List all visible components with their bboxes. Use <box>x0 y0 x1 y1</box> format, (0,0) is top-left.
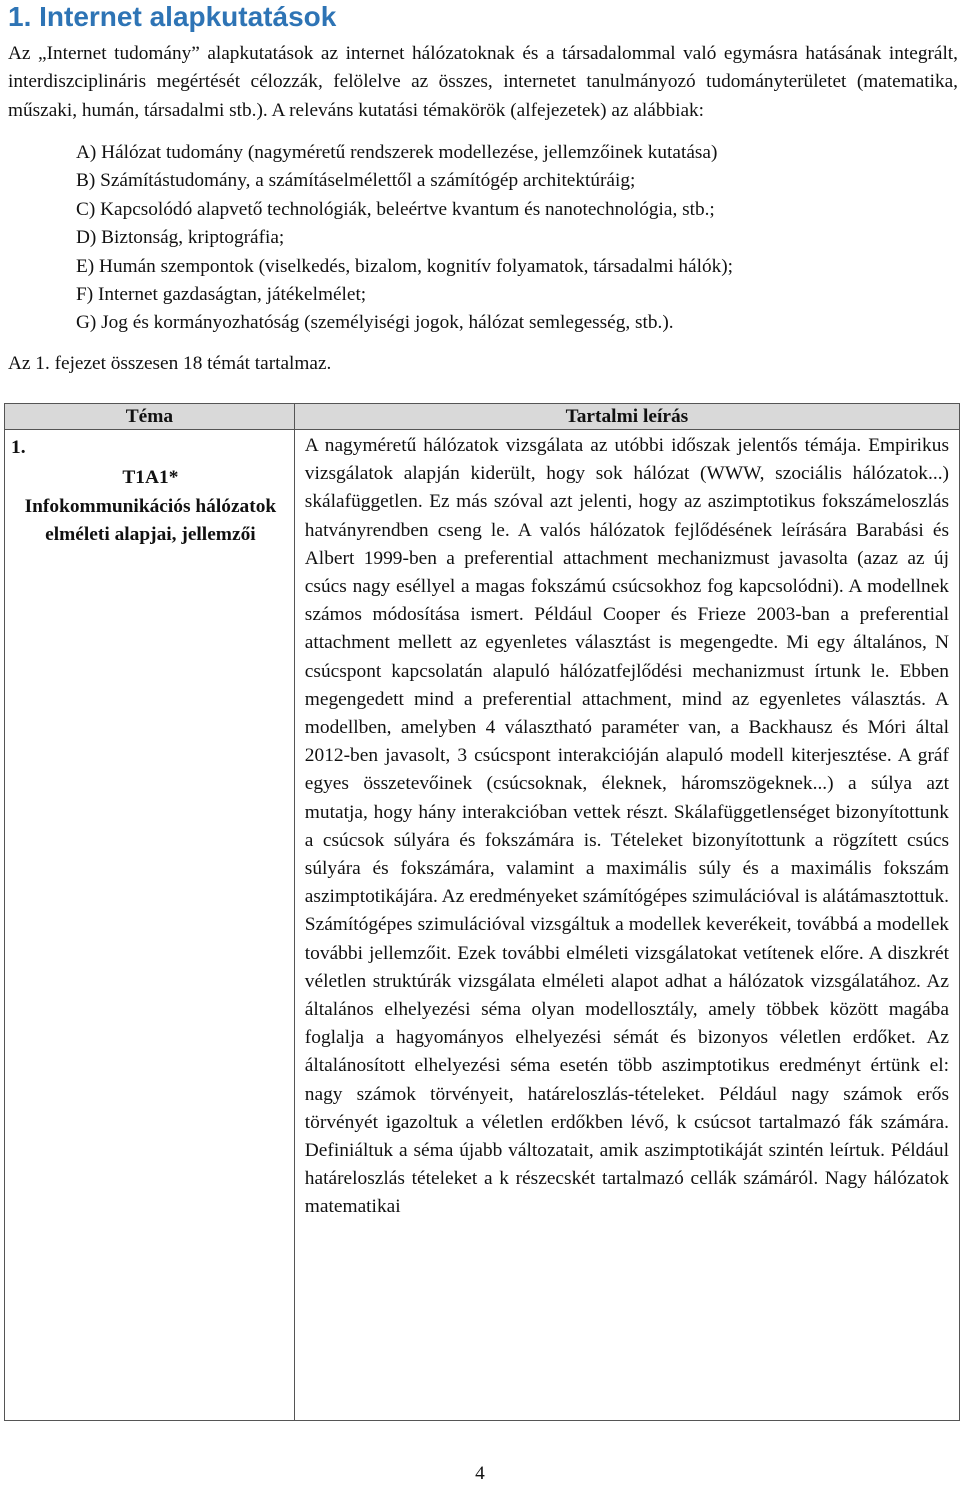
list-item: C) Kapcsolódó alapvető technológiák, beleértve kvantum és nanotechnológia, stb.; <box>76 198 715 220</box>
list-item: E) Humán szempontok (viselkedés, bizalom, kognitív folyamatok, társadalmi hálók); <box>76 255 734 277</box>
list-item: G) Jog és kormányozhatóság (személyiségi jogok, hálózat semlegesség, stb.). <box>76 312 674 334</box>
table-row <box>5 430 960 1421</box>
description-cell <box>294 430 959 1421</box>
column-header-description: Tartalmi leírás <box>294 404 959 430</box>
list-item: A) Hálózat tudomány (nagyméretű rendszerek modellezése, jellemzőinek kutatása) <box>76 141 718 163</box>
list-item: F) Internet gazdaságtan, játékelmélet; <box>76 283 367 305</box>
topic-table <box>4 403 960 1421</box>
topic-description: A nagyméretű hálózatok vizsgálata az utóbbi időszak jelentős témája. Empirikus vizsgálatok alapján kiderült, hogy sok hálózat (WWW, szociális hálózatok...) skálafüggetlen. Ez más szóval azt jelenti, hogy az aszimptotikus fokszámeloszlás hatványrendben cseng le. A valós hálózatok fejlődésének leírására Barabási és Albert 1999-ben a preferential attachment mechanizmust javasolta (azaz az új csúcs nagy eséllyel a magas fokszámú csúcsokhoz fog kapcsolódni). A modellnek számos módosítása ismert. Például Cooper és Frieze 2003-ban a preferential attachment mellett az egyenletes választást is megengedte. Mi egy általános, N csúcspont kapcsolatán alapuló hálózatfejlődési mechanizmust írtunk le. Ebben megengedett mind a preferential attachment, mind az egyenletes választás. A modellben, amelyben 4 választható paraméter van, a Backhausz és Móri által 2012-ben javasolt, 3 csúcspont interakcióján alapuló modell kiterjesztése. A gráf egyes összetevőinek (csúcsoknak, éleknek, háromszögeknek...) a súlya azt mutatja, hogy hány interakcióban vettek részt. Skálafüggetlenséget bizonyítottunk a csúcsok súlyára és fokszámára is. Tételeket bizonyítottunk a rögzített csúcs súlyára és fokszámára, valamint a maximális súly és a maximális fokszám aszimptotikájára. Az eredményeket számítógépes szimulációval is alátámasztottuk. Számítógépes szimulációval vizsgáltuk a modellek keverékeit, továbbá a modellek további jellemzőit. Ezek további elméleti vizsgálatokat vetítenek előre. A diszkrét véletlen struktúrák vizsgálata elméleti alapot adhat a hálózatok vizsgálatához. Az általános elhelyezési séma olyan modellosztály, amely többek között magába foglalja a hagyományos elhelyezési sémát és bizonyos véletlen erdőket. Az általánosított elhelyezési séma esetén több aszimptotikus eredményt értünk el: nagy számok törvényeit, határeloszlás-tételeket. Például nagy számok erős törvényét igazoltuk a véletlen erdőkben lévő, k csúcsot tartalmazó fák számára. Definiáltuk a séma újabb változatait, amik aszimptotikáját szintén leírtuk. Például határeloszlás tételeket a k részecskét tartalmazó cellák számáról. Nagy hálózatok matematikai <box>304 435 949 1218</box>
chapter-summary: Az 1. fejezet összesen 18 témát tartalmaz. <box>8 352 332 374</box>
column-header-topic: Téma <box>5 404 295 430</box>
document-page <box>8 0 958 378</box>
page-number: 4 <box>475 1463 485 1484</box>
table-header-row <box>5 404 960 430</box>
section-heading: 1. Internet alapkutatások <box>8 1 337 32</box>
list-item: B) Számítástudomány, a számításelmélettől a számítógép architektúráig; <box>76 170 636 192</box>
intro-paragraph: Az „Internet tudomány” alapkutatások az internet hálózatoknak és a társadalommal való egymásra hatásának integrált, interdiszciplináris megértését célozzák, felölelve az összes, internetet tanulmányozó tudományterületet (matematika, műszaki, humán, társadalmi stb.). A releváns kutatási témakörök (alfejezetek) az alábbiak: <box>8 43 958 121</box>
topic-title: Infokommunikációs hálózatok elméleti alapjai, jellemzői <box>24 495 277 545</box>
topic-number: 1. <box>11 437 26 458</box>
topic-cell <box>5 430 295 1421</box>
topic-list <box>8 139 958 338</box>
topic-code: T1A1* <box>122 467 179 488</box>
list-item: D) Biztonság, kriptográfia; <box>76 227 285 249</box>
